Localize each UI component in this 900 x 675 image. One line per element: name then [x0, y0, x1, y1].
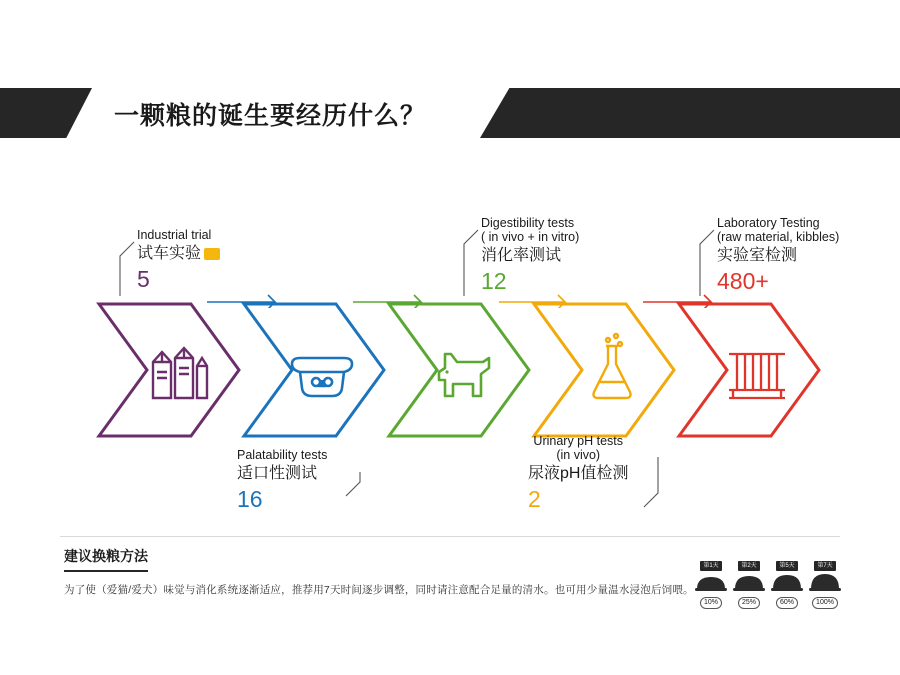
- label-laboratory-testing: [717, 216, 839, 294]
- bowl-day-2: 第2天: [738, 561, 759, 571]
- label-industrial-trial: [137, 228, 211, 292]
- label-num-urinary-ph-tests: 2: [528, 486, 541, 512]
- footer-note: 为了使（爱猫/爱犬）味觉与消化系统逐渐适应，推荐用7天时间逐步调整，同时请注意配合足量的清水。也可用少量温水浸泡后饲喂。: [64, 584, 694, 596]
- footer-title: 建议换粮方法: [64, 548, 148, 564]
- label-num-palatability-tests: 16: [237, 486, 263, 512]
- banner-right-shape: [480, 88, 900, 138]
- process-flow: [95, 300, 825, 440]
- page-title: 一颗粮的诞生要经历什么？: [114, 102, 427, 130]
- leader-line-urinary-ph-tests: [640, 455, 670, 515]
- bowl-step-2: [732, 554, 766, 606]
- label-cn-industrial-trial: 试车实验: [137, 245, 202, 262]
- bowl-pct-3: 60%: [776, 597, 798, 609]
- flow-step-digestibility-tests[interactable]: [385, 300, 533, 440]
- footer-divider: [60, 536, 840, 537]
- bowl-pct-1: 10%: [700, 597, 722, 609]
- bowl-day-3: 第5天: [776, 561, 797, 571]
- label-en-urinary-ph-tests-line1: Urinary pH tests: [533, 434, 624, 448]
- bowl-day-1: 第1天: [700, 561, 721, 571]
- label-en-digestibility-tests-line1: Digestibility tests: [481, 216, 575, 230]
- label-en-urinary-ph-tests-line2: (in vivo): [556, 448, 601, 462]
- bowl-step-1: [694, 554, 728, 606]
- milk-cartons-icon: [135, 328, 219, 412]
- label-digestibility-tests: [481, 216, 579, 294]
- label-cn-urinary-ph-tests: 尿液pH值检测: [528, 465, 629, 482]
- flow-step-urinary-ph-tests[interactable]: [530, 300, 678, 440]
- flow-step-palatability-tests[interactable]: [240, 300, 388, 440]
- banner-left-shape: [0, 88, 92, 138]
- footer-title-underline: [64, 570, 148, 572]
- label-cn-digestibility-tests: 消化率测试: [481, 247, 562, 264]
- test-tubes-icon: [715, 328, 799, 412]
- label-en-digestibility-tests-line2: ( in vivo + in vitro): [481, 230, 580, 244]
- food-bowl-icon: [280, 328, 364, 412]
- flow-step-industrial-trial[interactable]: [95, 300, 243, 440]
- flask-icon: [570, 328, 654, 412]
- bowl-pct-2: 25%: [738, 597, 760, 609]
- label-en-industrial-trial: Industrial trial: [137, 228, 212, 242]
- label-num-digestibility-tests: 12: [481, 268, 507, 294]
- leader-line-palatability-tests: [342, 470, 376, 500]
- label-en-laboratory-testing-line1: Laboratory Testing: [717, 216, 820, 230]
- bowl-day-4: 第7天: [814, 561, 835, 571]
- label-cn-palatability-tests: 适口性测试: [237, 465, 318, 482]
- label-en-palatability-tests: Palatability tests: [237, 448, 328, 462]
- label-en-laboratory-testing-line2: (raw material, kibbles): [717, 230, 840, 244]
- flow-step-laboratory-testing[interactable]: [675, 300, 823, 440]
- transition-bowls: [694, 554, 844, 606]
- label-num-industrial-trial: 5: [137, 266, 150, 292]
- label-palatability-tests: [237, 448, 327, 512]
- flow-arrows: [95, 286, 825, 308]
- bowl-step-3: [770, 554, 804, 606]
- dog-icon: [425, 328, 509, 412]
- label-urinary-ph-tests: [528, 434, 628, 512]
- label-num-laboratory-testing: 480+: [717, 268, 769, 294]
- chat-badge-icon: [204, 248, 220, 260]
- label-cn-laboratory-testing: 实验室检测: [717, 247, 798, 264]
- bowl-step-4: [808, 554, 842, 606]
- bowl-pct-4: 100%: [812, 597, 838, 609]
